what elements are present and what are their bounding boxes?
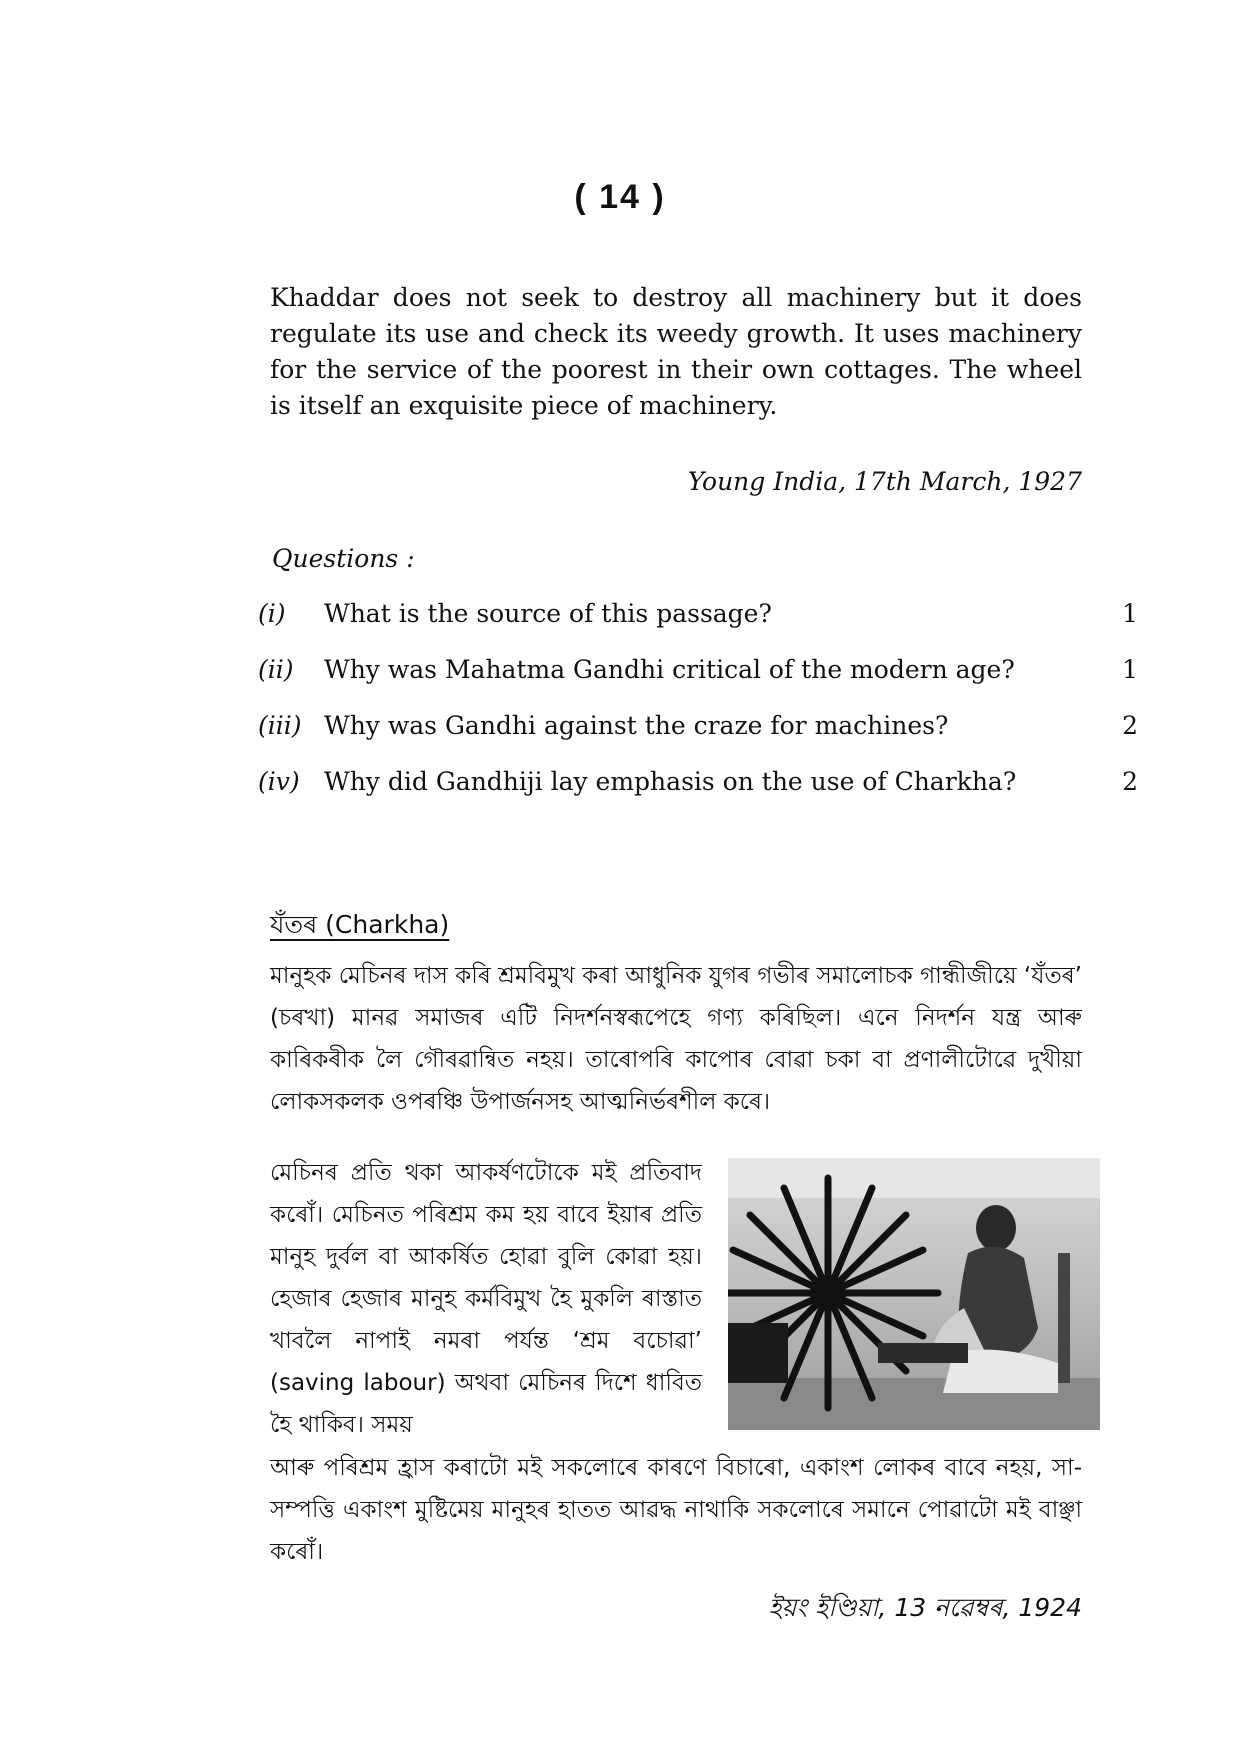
passage-source: Young India, 17th March, 1927: [687, 467, 1082, 496]
question-item: [258, 708, 1138, 744]
assamese-paragraph-2: মেচিনৰ প্ৰতি থকা আকৰ্ষণটোকে মই প্ৰতিবাদ কৰোঁ। মেচিনত পৰিশ্ৰম কম হয় বাবে ইয়াৰ প্ৰতি মানুহ দুৰ্বল বা আকৰ্ষিত হোৱা বুলি কোৱা হয়। হেজাৰ হেজাৰ মানুহ কৰ্মবিমুখ হৈ মুকলি ৰাস্তাত খাবলৈ নাপাই নমৰা পৰ্যন্ত ‘শ্ৰম বচোৱা’ (saving labour) অথবা মেচিনৰ দিশে ধাবিত হৈ থাকিব। সময়: [270, 1160, 702, 1438]
question-text: Why was Gandhi against the craze for machines?: [324, 711, 949, 740]
assamese-paragraph-3: আৰু পৰিশ্ৰম হ্ৰাস কৰাটো মই সকলোৰে কাৰণে বিচাৰো, একাংশ লোকৰ বাবে নহয়, সা-সম্পত্তি একাংশ মুষ্টিমেয় মানুহৰ হাতত আৱদ্ধ নাথাকি সকলোৰে সমানে পোৱাটো মই বাঞ্ছা কৰোঁ।: [270, 1455, 1082, 1565]
question-item: [258, 764, 1138, 800]
question-marks: 1: [1122, 655, 1138, 684]
question-number: (iii): [258, 711, 302, 740]
questions-heading: Questions :: [272, 544, 415, 573]
question-number: (ii): [258, 655, 294, 684]
question-number: (i): [258, 599, 286, 628]
gandhi-charkha-photo-icon: [728, 1158, 1100, 1430]
question-item: [258, 652, 1138, 688]
question-marks: 2: [1122, 767, 1138, 796]
english-passage: Khaddar does not seek to destroy all machinery but it does regulate its use and check its weedy growth. It uses machinery for the service of the poorest in their own cottages. The wheel is itself an exquisite piece of machinery.: [270, 283, 1082, 420]
question-text: Why did Gandhiji lay emphasis on the use of Charkha?: [324, 767, 1017, 796]
question-marks: 2: [1122, 711, 1138, 740]
question-number: (iv): [258, 767, 300, 796]
section-title: যঁতৰ (Charkha): [270, 910, 450, 939]
question-item: [258, 596, 1138, 632]
question-text: What is the source of this passage?: [324, 599, 772, 628]
question-text: Why was Mahatma Gandhi critical of the modern age?: [324, 655, 1015, 684]
question-marks: 1: [1122, 599, 1138, 628]
page-number: ( 14 ): [574, 178, 666, 216]
assamese-paragraph-1: মানুহক মেচিনৰ দাস কৰি শ্ৰমবিমুখ কৰা আধুনিক যুগৰ গভীৰ সমালোচক গান্ধীজীয়ে ‘যঁতৰ’ (চৰখা) মানৱ সমাজৰ এটি নিদৰ্শনস্বৰূপেহে গণ্য কৰিছিল। এনে নিদৰ্শন যন্ত্ৰ আৰু কাৰিকৰীক লৈ গৌৰৱান্বিত নহয়। তাৰোপৰি কাপোৰ বোৱা চকা বা প্ৰণালীটোৱে দুখীয়া লোকসকলক ওপৰঞ্চি উপাৰ্জনসহ আত্মনিৰ্ভৰশীল কৰে।: [270, 963, 1082, 1115]
assamese-source: ইয়ং ইণ্ডিয়া, 13 নৱেম্বৰ, 1924: [768, 1593, 1082, 1622]
